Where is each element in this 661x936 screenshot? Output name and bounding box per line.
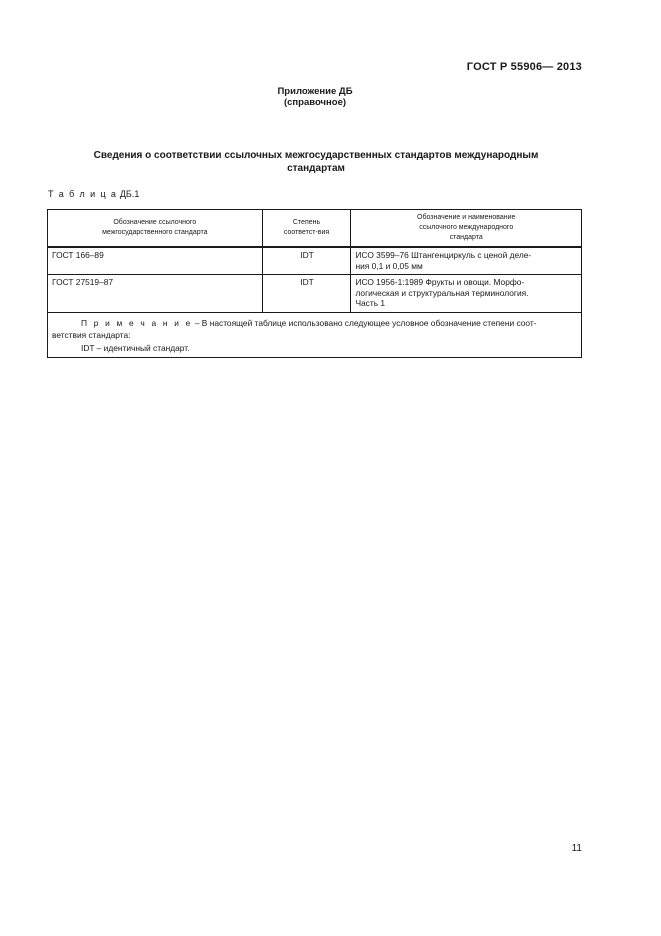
note-text-line2: ветствия стандарта: — [52, 330, 131, 340]
note-line1 — [52, 317, 578, 330]
table-caption — [48, 189, 139, 199]
cell-standard: ГОСТ 27519–87 — [48, 275, 263, 313]
annex-title: Приложение ДБ — [277, 86, 353, 97]
cell-standard: ГОСТ 166–89 — [48, 247, 263, 275]
annex-heading-line2: стандартам — [287, 162, 345, 174]
table-caption-lead: Т а б л и ц а — [48, 189, 118, 199]
table-note — [48, 312, 582, 358]
annex-header — [0, 86, 630, 108]
table-note-row — [48, 312, 582, 358]
annex-status: (справочное) — [283, 97, 347, 108]
note-lead: П р и м е ч а н и е — [81, 317, 193, 328]
cell-international: ИСО 3599–76 Штангенциркуль с ценой деле- ния 0,1 и 0,05 мм — [351, 247, 582, 275]
header-degree-of-conformity: Степень соответст-вия — [262, 210, 351, 248]
reference-table — [47, 209, 582, 358]
table-caption-number: ДБ.1 — [117, 189, 140, 199]
table-row — [48, 247, 582, 275]
cell-degree: IDT — [262, 247, 351, 275]
document-code: ГОСТ Р 55906— 2013 — [466, 61, 582, 73]
header-international-standard: Обозначение и наименование ссылочного международного стандарта — [351, 210, 582, 248]
table-header-row — [48, 210, 582, 248]
cell-international: ИСО 1956-1:1989 Фрукты и овощи. Морфо- логическая и структуральная терминология. Часть 1 — [351, 275, 582, 313]
annex-heading-line1: Сведения о соответствии ссылочных межгосударственных стандартов международным — [93, 150, 539, 161]
note-text-line1: – В настоящей таблице использовано следующее условное обозначение степени соот- — [192, 317, 537, 328]
page-number: 11 — [571, 843, 582, 854]
note-legend: IDT – идентичный стандарт. — [81, 342, 190, 353]
annex-heading — [60, 150, 572, 175]
cell-degree: IDT — [262, 275, 351, 313]
header-interstate-standard: Обозначение ссылочного межгосударственного стандарта — [48, 210, 263, 248]
table-row — [48, 275, 582, 313]
